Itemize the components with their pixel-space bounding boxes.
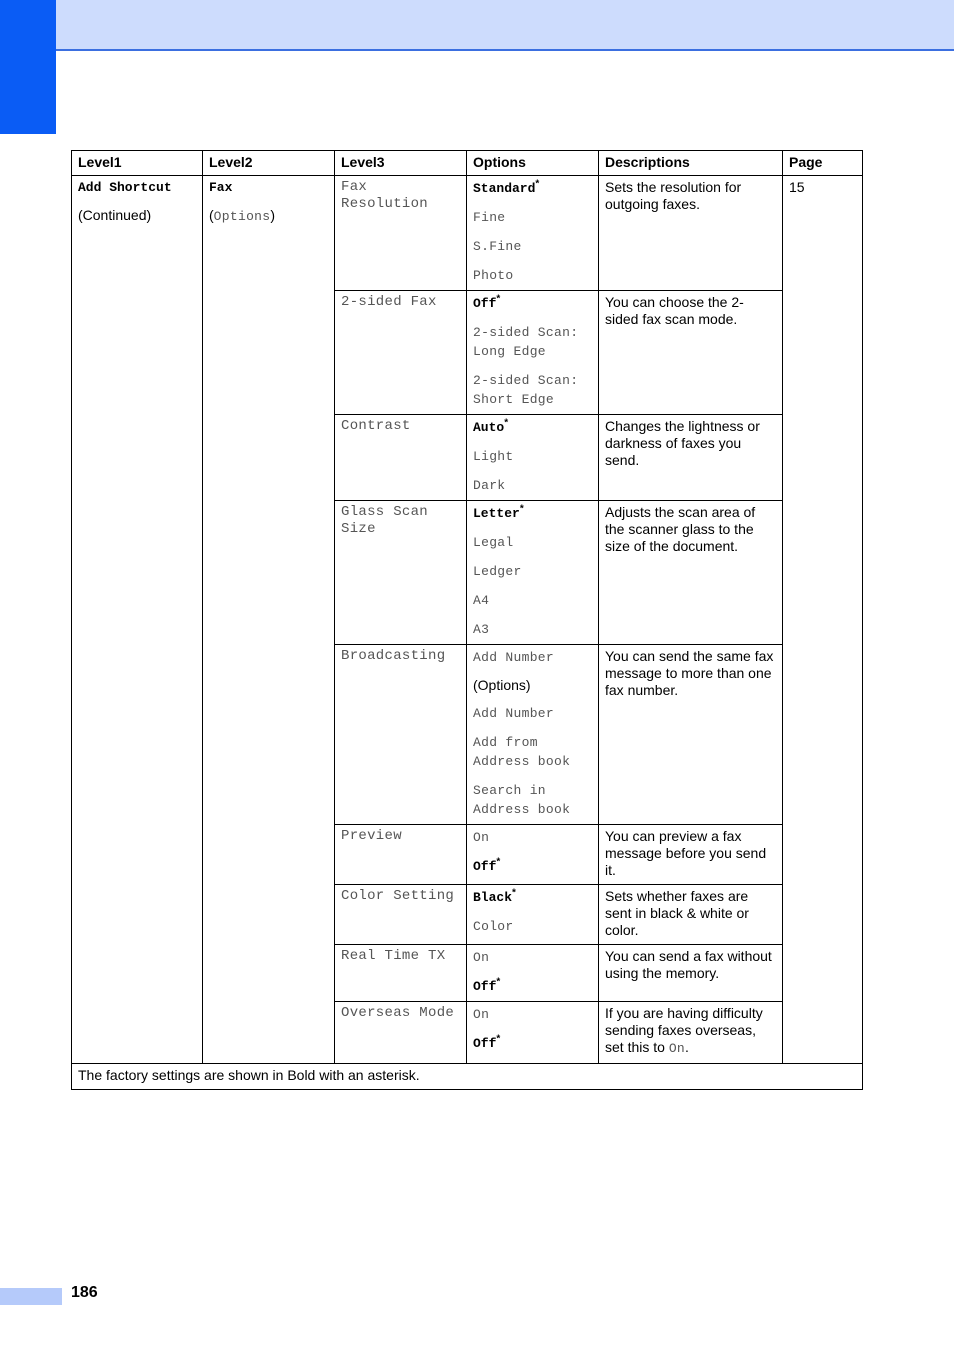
level1-cell bbox=[72, 176, 203, 1064]
description-cell bbox=[599, 291, 783, 415]
option-text: Light bbox=[473, 449, 514, 464]
options-cell bbox=[467, 645, 599, 825]
chapter-tab bbox=[0, 0, 56, 134]
page-cell: 15 bbox=[783, 176, 863, 1064]
description-code: On bbox=[668, 1041, 686, 1056]
level3-cell: 2-sided Fax bbox=[335, 291, 467, 415]
option-text: Add Number bbox=[473, 650, 555, 665]
option-text: Color bbox=[473, 919, 514, 934]
option-text: Add from Address book bbox=[473, 735, 571, 769]
description-cell bbox=[599, 501, 783, 645]
option-item bbox=[473, 948, 592, 967]
level3-cell: Overseas Mode bbox=[335, 1002, 467, 1064]
description-cell bbox=[599, 1002, 783, 1064]
option-item bbox=[473, 266, 592, 285]
option-text: (Options) bbox=[473, 677, 531, 693]
level3-cell: Contrast bbox=[335, 415, 467, 501]
description-text: Changes the lightness or darkness of faxes you send. bbox=[605, 418, 760, 468]
footer-band bbox=[0, 1288, 62, 1305]
option-text: A4 bbox=[473, 593, 490, 608]
description-text: Sets whether faxes are sent in black & white or color. bbox=[605, 888, 749, 938]
default-asterisk: * bbox=[535, 178, 540, 190]
table-row bbox=[72, 176, 863, 291]
level3-cell: Color Setting bbox=[335, 885, 467, 945]
option-item bbox=[473, 733, 592, 771]
header-level1: Level1 bbox=[72, 151, 203, 176]
footnote-row bbox=[72, 1064, 863, 1090]
option-item bbox=[473, 562, 592, 581]
option-item bbox=[473, 323, 592, 361]
option-item bbox=[473, 591, 592, 610]
description-cell bbox=[599, 645, 783, 825]
default-asterisk: * bbox=[496, 1033, 501, 1045]
header-page: Page bbox=[783, 151, 863, 176]
option-item bbox=[473, 208, 592, 227]
default-asterisk: * bbox=[496, 976, 501, 988]
description-cell bbox=[599, 176, 783, 291]
default-option: Off bbox=[473, 859, 497, 874]
default-option: Letter bbox=[473, 506, 520, 521]
level2-label: Fax bbox=[209, 180, 233, 195]
option-text: A3 bbox=[473, 622, 490, 637]
settings-table bbox=[71, 150, 863, 1090]
level3-cell: Glass Scan Size bbox=[335, 501, 467, 645]
option-item bbox=[473, 781, 592, 819]
description-cell bbox=[599, 945, 783, 1002]
options-cell bbox=[467, 501, 599, 645]
description-text: Sets the resolution for outgoing faxes. bbox=[605, 179, 742, 212]
options-cell bbox=[467, 1002, 599, 1064]
option-item bbox=[473, 620, 592, 639]
description-text: If you are having difficulty sending faxes overseas, set this to bbox=[605, 1005, 763, 1055]
default-asterisk: * bbox=[519, 503, 524, 515]
option-item bbox=[473, 828, 592, 847]
option-text: On bbox=[473, 830, 490, 845]
level2-cell bbox=[203, 176, 335, 1064]
option-text: S.Fine bbox=[473, 239, 522, 254]
option-item bbox=[473, 371, 592, 409]
options-cell bbox=[467, 415, 599, 501]
option-text: Legal bbox=[473, 535, 514, 550]
level3-cell: Preview bbox=[335, 825, 467, 885]
default-option: Off bbox=[473, 296, 497, 311]
level2-options: Options bbox=[213, 209, 271, 224]
description-end: . bbox=[685, 1039, 689, 1055]
level1-continued: (Continued) bbox=[78, 207, 152, 223]
option-item bbox=[473, 533, 592, 552]
description-text: You can choose the 2-sided fax scan mode. bbox=[605, 294, 744, 327]
option-item bbox=[473, 857, 592, 876]
option-item bbox=[473, 179, 592, 198]
options-cell bbox=[467, 291, 599, 415]
option-item bbox=[473, 504, 592, 523]
option-text: Fine bbox=[473, 210, 506, 225]
default-asterisk: * bbox=[496, 293, 501, 305]
header-level2: Level2 bbox=[203, 151, 335, 176]
level1-label: Add Shortcut bbox=[78, 180, 172, 195]
options-cell bbox=[467, 945, 599, 1002]
option-item bbox=[473, 418, 592, 437]
description-cell bbox=[599, 885, 783, 945]
level3-cell: Broadcasting bbox=[335, 645, 467, 825]
option-text: Add Number bbox=[473, 706, 555, 721]
description-text: Adjusts the scan area of the scanner glass to the size of the document. bbox=[605, 504, 756, 554]
options-cell bbox=[467, 176, 599, 291]
default-option: Off bbox=[473, 1036, 497, 1051]
option-item bbox=[473, 237, 592, 256]
option-item bbox=[473, 1034, 592, 1053]
level3-cell: Real Time TX bbox=[335, 945, 467, 1002]
option-item bbox=[473, 648, 592, 667]
option-item bbox=[473, 977, 592, 996]
description-cell bbox=[599, 415, 783, 501]
option-text: Dark bbox=[473, 478, 506, 493]
option-text: 2-sided Scan: Long Edge bbox=[473, 325, 579, 359]
option-item bbox=[473, 917, 592, 936]
option-item bbox=[473, 476, 592, 495]
default-asterisk: * bbox=[496, 856, 501, 868]
paren-open: ( bbox=[209, 207, 214, 223]
options-cell bbox=[467, 885, 599, 945]
level2-sub bbox=[209, 207, 328, 226]
option-text: 2-sided Scan: Short Edge bbox=[473, 373, 579, 407]
description-cell bbox=[599, 825, 783, 885]
description-text: You can preview a fax message before you send it. bbox=[605, 828, 767, 878]
option-item bbox=[473, 704, 592, 723]
header-level3: Level3 bbox=[335, 151, 467, 176]
header-descriptions: Descriptions bbox=[599, 151, 783, 176]
default-option: Auto bbox=[473, 420, 505, 435]
page-number: 186 bbox=[71, 1284, 98, 1301]
option-text: Photo bbox=[473, 268, 514, 283]
default-option: Off bbox=[473, 979, 497, 994]
level3-cell: Fax Resolution bbox=[335, 176, 467, 291]
option-item bbox=[473, 677, 592, 694]
default-asterisk: * bbox=[512, 887, 516, 899]
default-option: Black bbox=[473, 890, 513, 905]
default-asterisk: * bbox=[504, 417, 509, 429]
paren-close: ) bbox=[270, 207, 276, 223]
option-text: Search in Address book bbox=[473, 783, 571, 817]
option-item bbox=[473, 447, 592, 466]
options-cell bbox=[467, 825, 599, 885]
description-text: You can send the same fax message to more than one fax number. bbox=[605, 648, 774, 698]
option-item bbox=[473, 1005, 592, 1024]
header-band bbox=[0, 0, 954, 51]
header-options: Options bbox=[467, 151, 599, 176]
default-option: Standard bbox=[473, 181, 536, 196]
option-text: On bbox=[473, 1007, 490, 1022]
table-header-row bbox=[72, 151, 863, 176]
option-text: On bbox=[473, 950, 490, 965]
description-text: You can send a fax without using the memory. bbox=[605, 948, 772, 981]
footnote-text: The factory settings are shown in Bold with an asterisk. bbox=[72, 1064, 863, 1090]
option-text: Ledger bbox=[473, 564, 522, 579]
option-item bbox=[473, 888, 592, 907]
option-item bbox=[473, 294, 592, 313]
